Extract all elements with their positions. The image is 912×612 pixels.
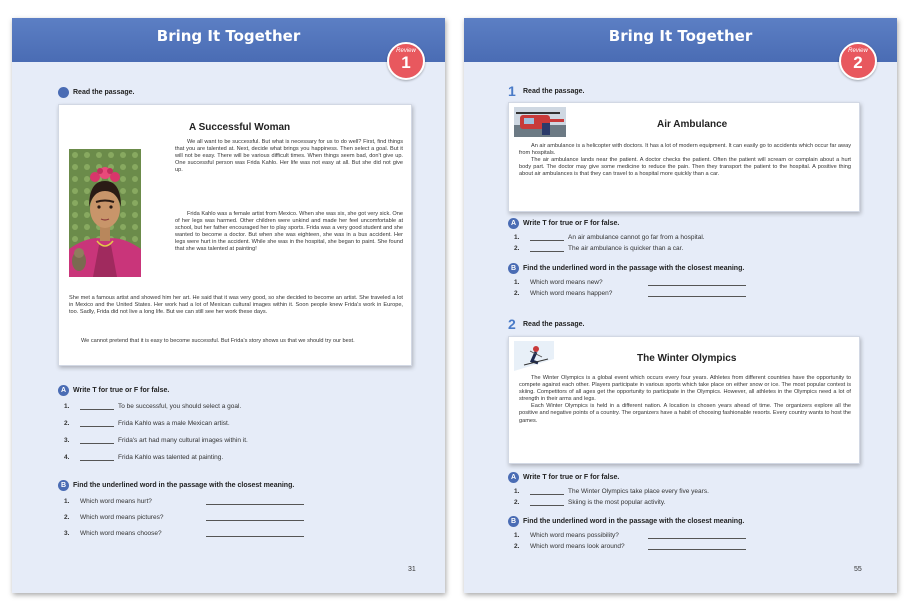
p2-section-b-instruction: B Find the underlined word in the passage with the closest meaning. bbox=[508, 516, 744, 527]
page-number: 55 bbox=[854, 566, 862, 573]
passage-paragraph-4: We cannot pretend that it is easy to become successful. But Frida's story shows us that we should try our best. bbox=[81, 338, 355, 344]
part-1-instruction: 1 Read the passage. bbox=[508, 83, 585, 99]
read-instruction: Read the passage. bbox=[58, 87, 134, 98]
answer-line[interactable] bbox=[648, 291, 746, 297]
answer-blank[interactable] bbox=[80, 438, 114, 444]
part-1-number: 1 bbox=[508, 83, 516, 99]
bullet-icon bbox=[58, 87, 69, 98]
air-ambulance-photo bbox=[514, 107, 566, 137]
section-a-instruction: A Write T for true or F for false. bbox=[58, 385, 169, 396]
review-label: Review bbox=[848, 48, 868, 54]
tf-question[interactable]: 1. To be successful, you should select a goal. bbox=[64, 403, 242, 410]
tf-question[interactable]: 3. Frida's art had many cultural images within it. bbox=[64, 437, 248, 444]
section-a-icon: A bbox=[508, 472, 519, 483]
passage-title: A Successful Woman bbox=[189, 122, 291, 133]
answer-blank[interactable] bbox=[80, 455, 114, 461]
review-badge bbox=[839, 42, 877, 80]
word-question[interactable]: 3. Which word means choose? bbox=[64, 530, 304, 537]
section-b-icon: B bbox=[508, 516, 519, 527]
frida-kahlo-portrait bbox=[69, 149, 141, 277]
p1-section-b-instruction: B Find the underlined word in the passage with the closest meaning. bbox=[508, 263, 744, 274]
p2-section-a-instruction: A Write T for true or F for false. bbox=[508, 472, 619, 483]
page-number: 31 bbox=[408, 566, 416, 573]
word-question[interactable]: 1. Which word means hurt? bbox=[64, 498, 304, 505]
tf-question[interactable]: 2. Frida Kahlo was a male Mexican artist. bbox=[64, 420, 230, 427]
tf-question[interactable]: 4. Frida Kahlo was talented at painting. bbox=[64, 454, 224, 461]
workbook-page-review-1 bbox=[12, 18, 445, 593]
section-a-icon: A bbox=[508, 218, 519, 229]
page-title: Bring It Together bbox=[608, 27, 753, 45]
section-b-instruction: B Find the underlined word in the passage with the closest meaning. bbox=[58, 480, 294, 491]
section-b-icon: B bbox=[508, 263, 519, 274]
section-a-icon: A bbox=[58, 385, 69, 396]
answer-blank[interactable] bbox=[80, 421, 114, 427]
tf-question[interactable]: 2. Skiing is the most popular activity. bbox=[514, 499, 666, 506]
workbook-page-review-2 bbox=[464, 18, 897, 593]
winter-olympics-passage bbox=[508, 336, 860, 464]
section-b-icon: B bbox=[58, 480, 69, 491]
passage-paragraph-1: The Winter Olympics is a global event which occurs every four years. Athletes from different countries have the opportunity to compete against each other. Players participate in various sports which take place on either snow or ice. The most popular contest is skiing. Competitors of all ages get the opportunity to participate in the Olympics. However, all athletes in the Olympics need a lot of strength in their arms and legs. Each Winter Olympics is held in a different nation. A location is chosen years ahead of time. The organizers explore all the positive and negative points of a country. The organizers have a habit of choosing fashionable resorts. Every country wants to host the games. bbox=[519, 375, 851, 424]
answer-blank[interactable] bbox=[530, 489, 564, 495]
answer-line[interactable] bbox=[648, 533, 746, 539]
winter-olympics-photo bbox=[514, 341, 554, 371]
passage-paragraph-1: We all want to be successful. But what is necessary for us to do well? First, find things that you are talented at. Next, decide what brings you happiness. Then select a goal. But it will not be easy. There will be various difficult times. When things seem bad, don't give up. One successful person was Frida Kahlo. Her life was not easy at all. But she did not give up. bbox=[175, 139, 403, 174]
passage-paragraph-1: An air ambulance is a helicopter with doctors. It has a lot of modern equipment. It can easily go to accidents which occur far away from hospitals. The air ambulance lands near the patient. A doctor checks the patient. Often the patient will scream or complain about a hurt body part. The doctor may give some medicine to reduce the pain. Then they transport the patient to the hospital. A positive thing about air ambulances is that they can travel to a hospital more quickly than a car. bbox=[519, 143, 851, 178]
passage-paragraph-2: Frida Kahlo was a female artist from Mexico. When she was six, she got very sick. One of her legs was harmed. Other children were unkind and made her feel uncomfortable at school, but her father encouraged her to play sports. Frida was a very good student and she wanted to become a doctor. But when she was eighteen, she was in a bus accident. Her legs were hurt in the accident. While she was in the hospital, she began to paint. She found that she was talented at painting! bbox=[175, 211, 403, 253]
p1-section-a-instruction: A Write T for true or F for false. bbox=[508, 218, 619, 229]
word-question[interactable]: 1. Which word means possibility? bbox=[514, 532, 746, 539]
answer-blank[interactable] bbox=[80, 404, 114, 410]
passage-box bbox=[58, 104, 412, 366]
word-question[interactable]: 2. Which word means look around? bbox=[514, 543, 746, 550]
word-question[interactable]: 2. Which word means pictures? bbox=[64, 514, 304, 521]
tf-question[interactable]: 1. The Winter Olympics take place every five years. bbox=[514, 488, 709, 495]
passage-paragraph-3: She met a famous artist and showed him her art. He said that it was very good, so she decided to become an artist. She traveled a lot in Mexico and the United States. Her work had a lot of Mexican cultural images within it. Soon people knew Frida's work in Europe, too. Sadly, Frida did not live a long life. But we can still see her work these days. bbox=[69, 295, 403, 316]
word-question[interactable]: 1. Which word means new? bbox=[514, 279, 746, 286]
page-title: Bring It Together bbox=[156, 27, 301, 45]
answer-line[interactable] bbox=[206, 515, 304, 521]
answer-line[interactable] bbox=[648, 280, 746, 286]
answer-line[interactable] bbox=[648, 544, 746, 550]
answer-blank[interactable] bbox=[530, 246, 564, 252]
answer-line[interactable] bbox=[206, 531, 304, 537]
air-ambulance-passage bbox=[508, 102, 860, 212]
tf-question[interactable]: 1. An air ambulance cannot go far from a hospital. bbox=[514, 234, 705, 241]
passage-title: Air Ambulance bbox=[657, 119, 728, 130]
review-number: 1 bbox=[401, 53, 411, 72]
review-label: Review bbox=[396, 48, 416, 54]
word-question[interactable]: 2. Which word means happen? bbox=[514, 290, 746, 297]
review-number: 2 bbox=[853, 53, 863, 72]
answer-blank[interactable] bbox=[530, 235, 564, 241]
review-badge bbox=[387, 42, 425, 80]
passage-title: The Winter Olympics bbox=[637, 353, 737, 364]
part-2-instruction: 2 Read the passage. bbox=[508, 316, 585, 332]
tf-question[interactable]: 2. The air ambulance is quicker than a car. bbox=[514, 245, 684, 252]
part-2-number: 2 bbox=[508, 316, 516, 332]
page-header bbox=[12, 18, 445, 62]
answer-blank[interactable] bbox=[530, 500, 564, 506]
answer-line[interactable] bbox=[206, 499, 304, 505]
page-header bbox=[464, 18, 897, 62]
